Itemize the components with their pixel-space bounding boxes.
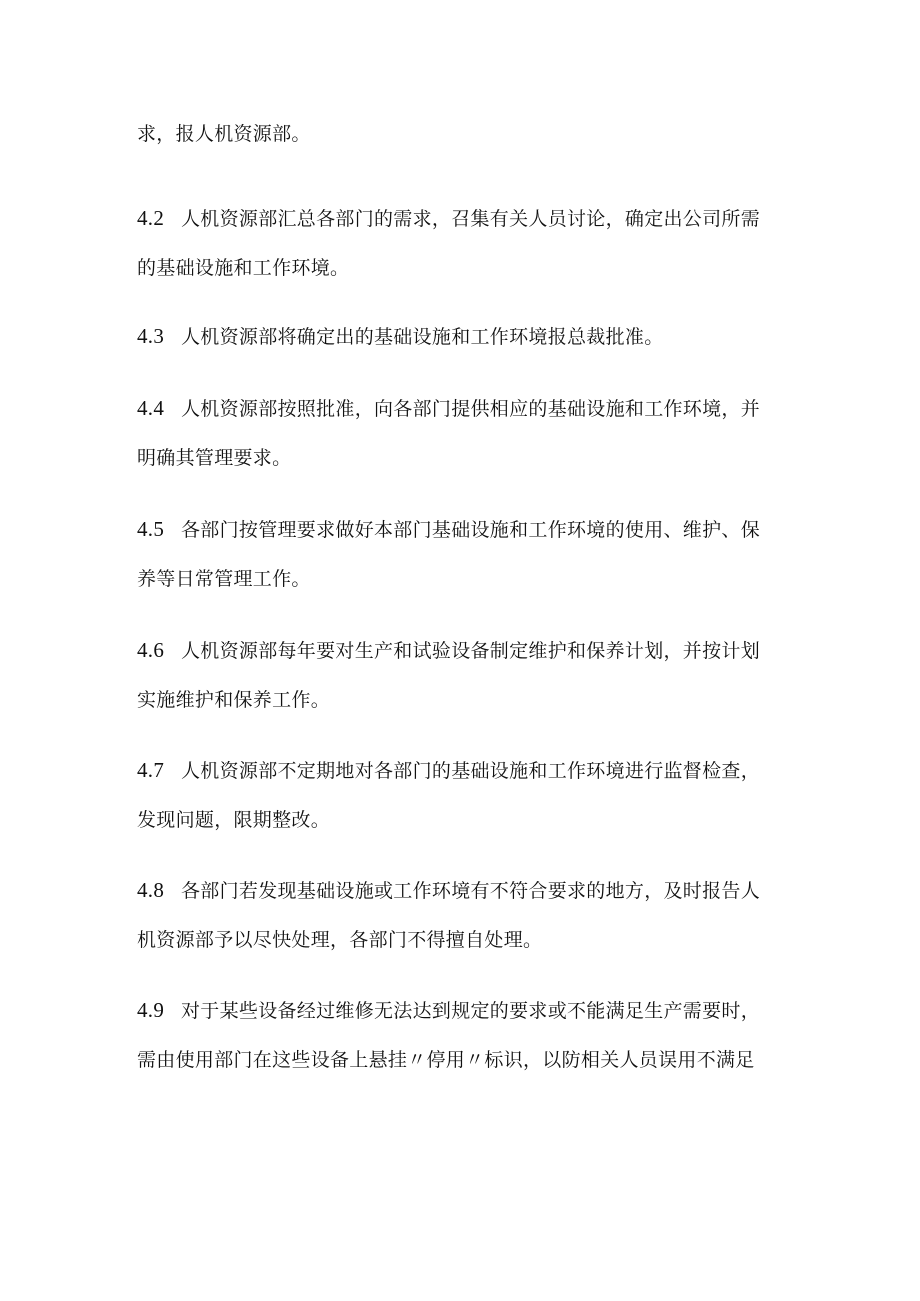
item-number: 4.8 bbox=[137, 878, 165, 902]
item-4-3-line1 bbox=[137, 323, 817, 350]
item-4-5-line2: 养等日常管理工作。 bbox=[137, 568, 311, 590]
item-4-4-line2: 明确其管理要求。 bbox=[137, 447, 292, 469]
item-4-8-line2: 机资源部予以尽快处理，各部门不得擅自处理。 bbox=[137, 929, 543, 951]
item-text: 人机资源部将确定出的基础设施和工作环境报总裁批准。 bbox=[181, 326, 664, 348]
item-number: 4.5 bbox=[137, 517, 165, 541]
item-number: 4.3 bbox=[137, 324, 165, 348]
item-text: 各部门按管理要求做好本部门基础设施和工作环境的使用、维护、保 bbox=[181, 519, 761, 541]
item-number: 4.4 bbox=[137, 396, 165, 420]
item-text: 人机资源部按照批准，向各部门提供相应的基础设施和工作环境，并 bbox=[181, 398, 761, 420]
item-text: 各部门若发现基础设施或工作环境有不符合要求的地方，及时报告人 bbox=[181, 880, 761, 902]
item-4-8-line1 bbox=[137, 877, 817, 904]
item-4-6-line2: 实施维护和保养工作。 bbox=[137, 689, 331, 711]
item-text: 人机资源部不定期地对各部门的基础设施和工作环境进行监督检查， bbox=[181, 760, 761, 782]
item-4-4-line1 bbox=[137, 395, 817, 422]
item-number: 4.9 bbox=[137, 998, 165, 1022]
item-number: 4.2 bbox=[137, 206, 165, 230]
item-4-2-line1 bbox=[137, 205, 817, 232]
item-4-5-line1 bbox=[137, 516, 817, 543]
item-4-6-line1 bbox=[137, 637, 817, 664]
item-number: 4.6 bbox=[137, 638, 165, 662]
item-4-7-line2: 发现问题，限期整改。 bbox=[137, 809, 331, 831]
item-4-2-line2: 的基础设施和工作环境。 bbox=[137, 257, 350, 279]
item-4-7-line1 bbox=[137, 757, 817, 784]
item-number: 4.7 bbox=[137, 758, 165, 782]
item-text: 人机资源部汇总各部门的需求，召集有关人员讨论，确定出公司所需 bbox=[181, 208, 761, 230]
item-4-9-line1 bbox=[137, 997, 817, 1024]
item-4-9-line2: 需由使用部门在这些设备上悬挂〃停用〃标识，以防相关人员误用不满足 bbox=[137, 1049, 755, 1071]
item-text: 对于某些设备经过维修无法达到规定的要求或不能满足生产需要时， bbox=[181, 1000, 761, 1022]
intro-tail-line: 求，报人机资源部。 bbox=[137, 123, 311, 145]
item-text: 人机资源部每年要对生产和试验设备制定维护和保养计划，并按计划 bbox=[181, 640, 761, 662]
